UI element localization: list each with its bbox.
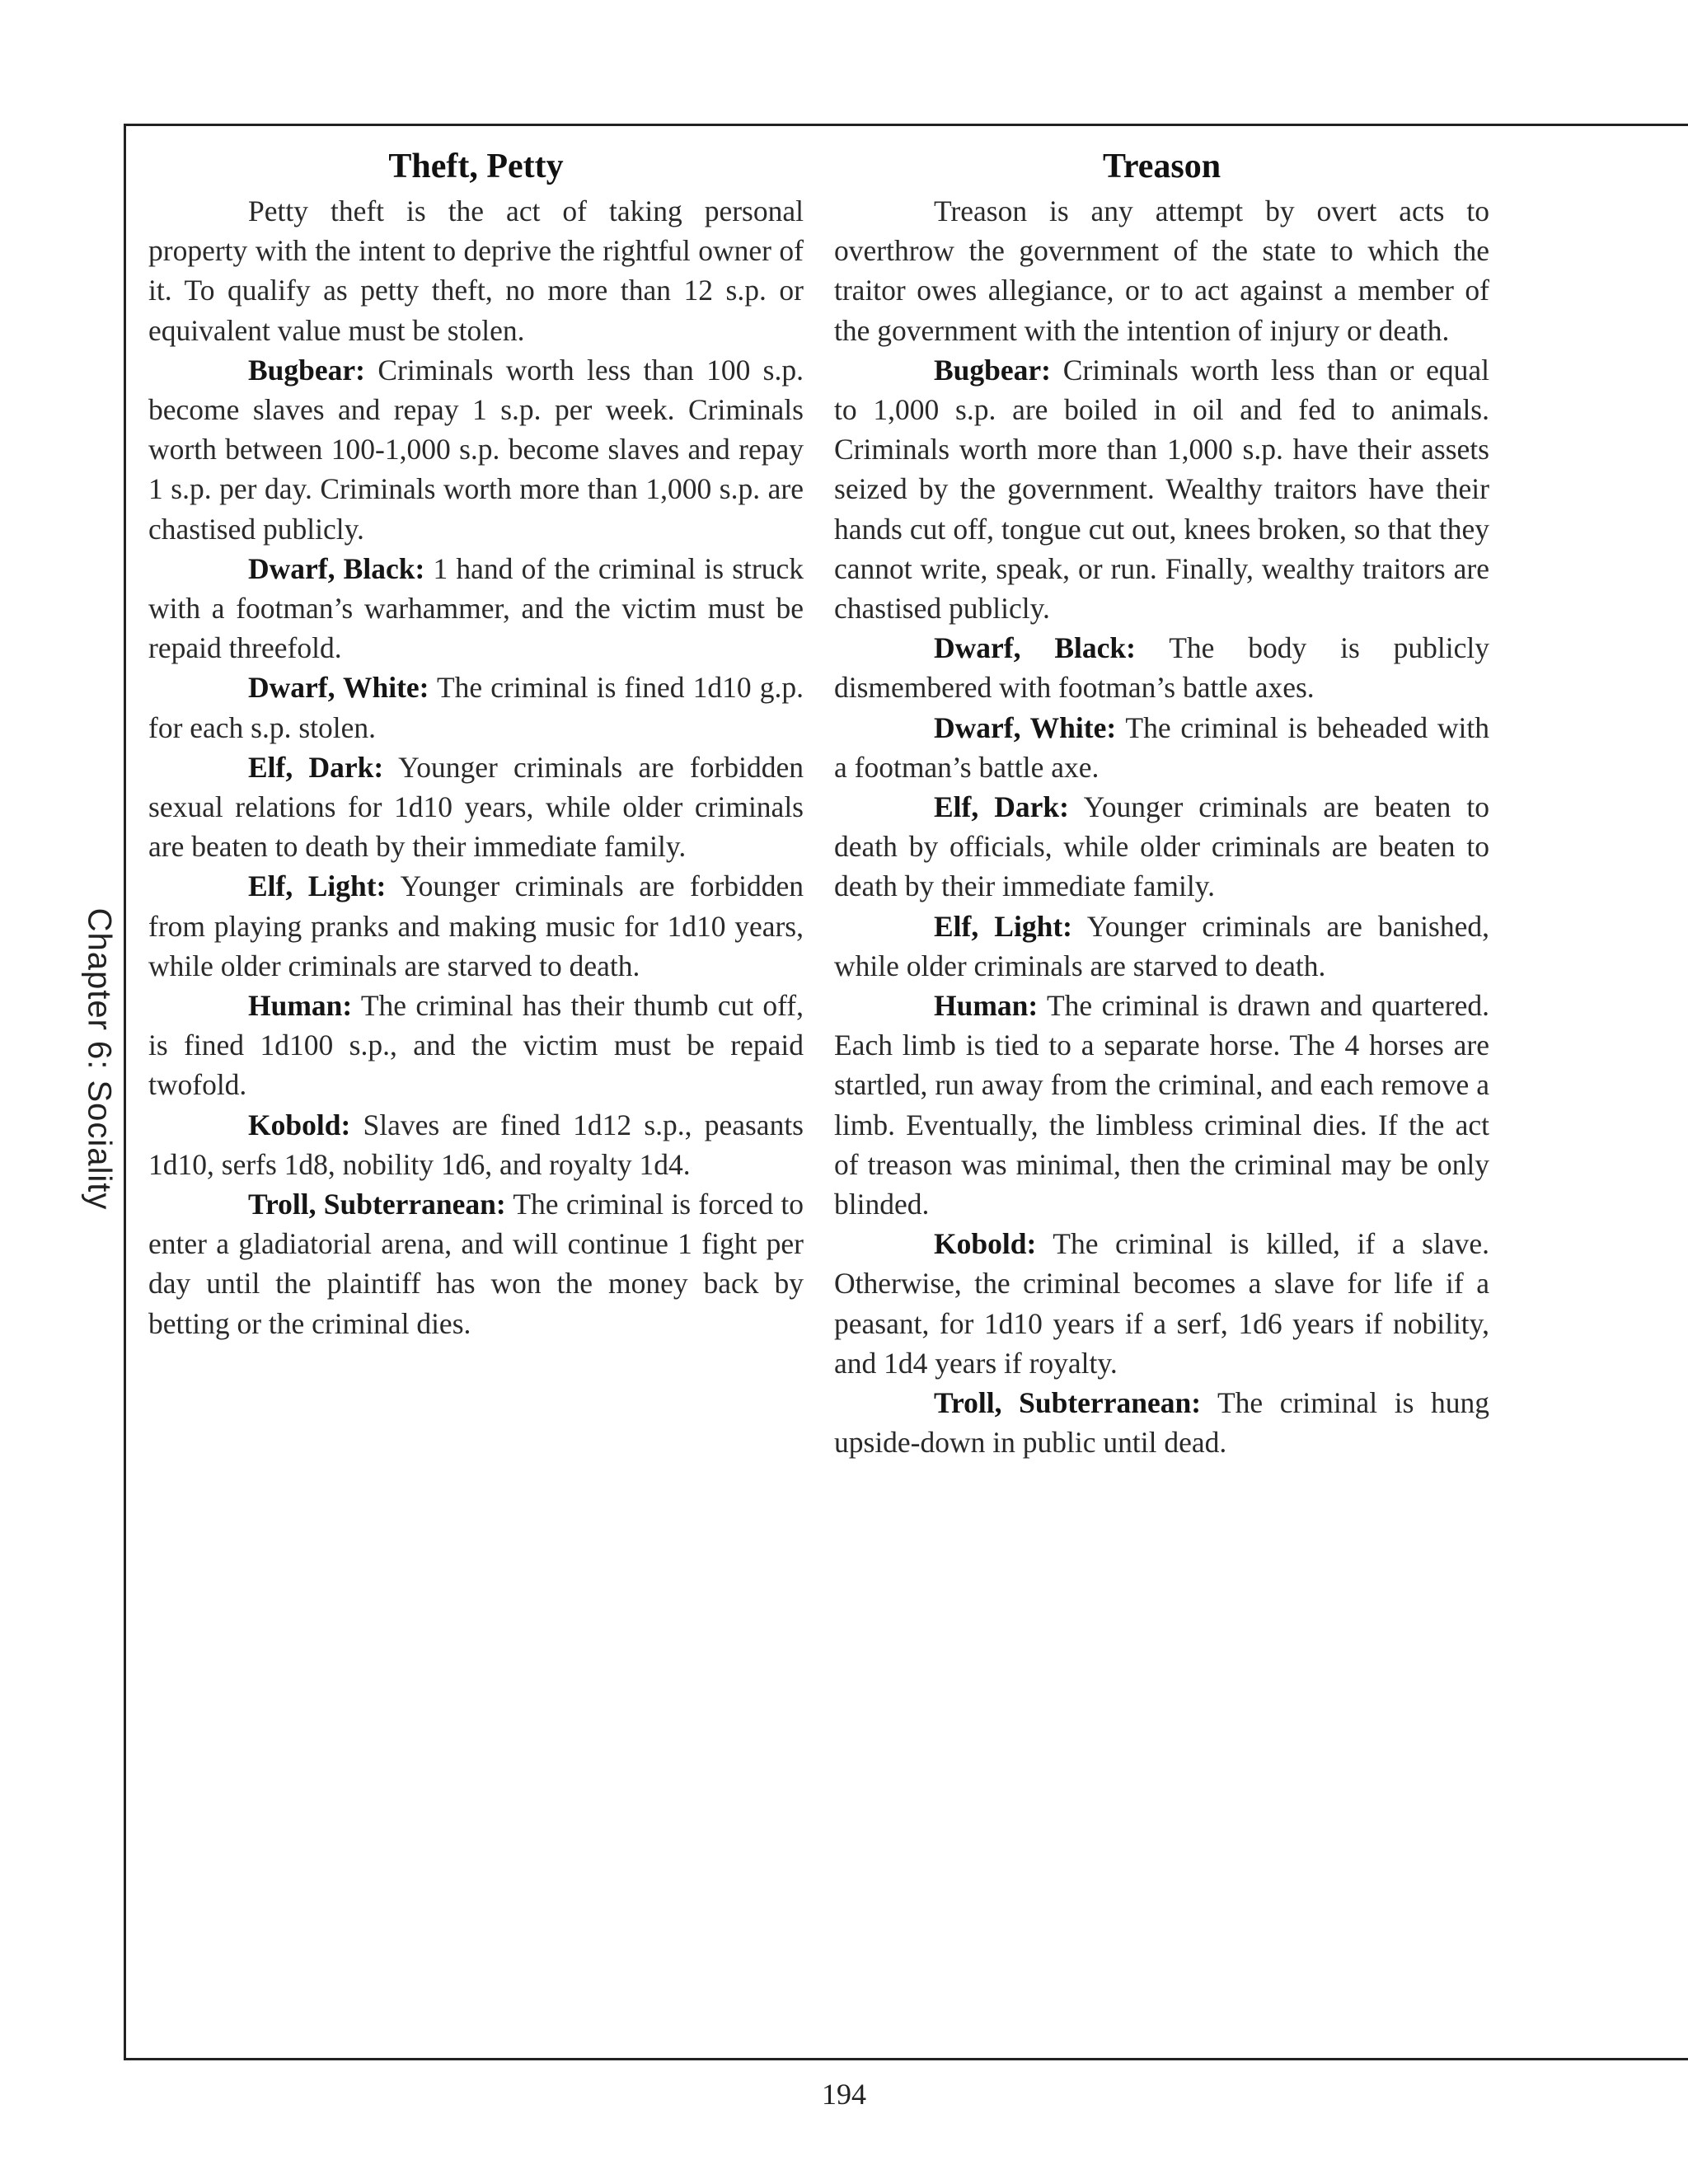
entry-term: Elf, Dark: xyxy=(248,750,384,784)
entry-term: Elf, Dark: xyxy=(934,790,1069,824)
entry-term: Elf, Light: xyxy=(248,869,387,903)
section-heading-treason: Treason xyxy=(1102,148,1221,185)
entry-term: Elf, Light: xyxy=(934,909,1072,943)
entry-text: Younger criminals are forbidden sexual relations for 1d10 years, while older criminals are beaten to death by their immediate family. xyxy=(148,750,804,864)
entry-text: Criminals worth less than 100 s.p. become slaves and repay 1 s.p. per week. Criminals worth between 100-1,000 s.p. become slaves and repay 1 s.p. per day. Criminals worth more than 1,000 s.p. are chastised publicly. xyxy=(148,353,804,546)
entry-term: Bugbear: xyxy=(934,353,1051,387)
entry-term: Troll, Subterranean: xyxy=(248,1188,506,1221)
entry-elf-light xyxy=(148,866,804,986)
entry-term: Dwarf, White: xyxy=(248,671,429,705)
entry-dwarf-black xyxy=(834,628,1489,707)
entry-text: The criminal is beheaded with a footman’s battle axe. xyxy=(834,710,1490,784)
entry-kobold xyxy=(834,1224,1489,1383)
entry-text: Younger criminals are beaten to death by officials, while older criminals are beaten to death by their immediate family. xyxy=(834,790,1489,903)
entry-term: Human: xyxy=(934,989,1039,1023)
entry-text: The criminal is drawn and quartered. Each limb is tied to a separate horse. The 4 horses are startled, run away from the criminal, and each remove a limb. Eventually, the limbless criminal dies. If the act of treason was minimal, then the criminal may be only blinded. xyxy=(834,989,1489,1221)
entry-bugbear xyxy=(148,350,804,549)
entry-human xyxy=(834,986,1489,1224)
entry-text: Younger criminals are banished, while older criminals are starved to death. xyxy=(834,909,1489,982)
entry-text: The criminal is hung upside-down in public until dead. xyxy=(834,1386,1489,1460)
entry-term: Troll, Subterranean: xyxy=(934,1386,1202,1420)
intro-paragraph: Treason is any attempt by overt acts to overthrow the government of the state to which the traitor owes allegiance, or to act against a member of the government with the intention of injury or death. xyxy=(834,194,1489,347)
left-column xyxy=(148,142,804,1343)
entry-troll-subterranean xyxy=(834,1383,1489,1462)
entry-troll-subterranean xyxy=(148,1184,804,1343)
entry-dwarf-white xyxy=(148,668,804,747)
entry-elf-dark xyxy=(148,748,804,867)
entry-kobold xyxy=(148,1105,804,1184)
entry-term: Kobold: xyxy=(934,1227,1037,1261)
entry-text: Criminals worth less than or equal to 1,000 s.p. are boiled in oil and fed to animals. Criminals worth more than 1,000 s.p. have their assets seized by the government. Wealthy traitors have their hands cut off, tongue cut out, knees broken, so that they cannot write, speak, or run. Finally, wealthy traitors are chastised publicly. xyxy=(834,353,1489,626)
entry-human xyxy=(148,986,804,1105)
entry-term: Bugbear: xyxy=(248,353,365,387)
entry-text: Younger criminals are forbidden from playing pranks and making music for 1d10 years, while older criminals are starved to death. xyxy=(148,869,804,982)
intro-paragraph: Petty theft is the act of taking personal property with the intent to deprive the rightful owner of it. To qualify as petty theft, no more than 12 s.p. or equivalent value must be stolen. xyxy=(148,194,804,347)
page-number: 194 xyxy=(822,2078,866,2111)
entry-text: The criminal has their thumb cut off, is fined 1d100 s.p., and the victim must be repaid twofold. xyxy=(148,989,804,1102)
entry-text: 1 hand of the criminal is struck with a footman’s warhammer, and the victim must be repaid threefold. xyxy=(148,551,804,665)
entry-text: Slaves are fined 1d12 s.p., peasants 1d10, serfs 1d8, nobility 1d6, and royalty 1d4. xyxy=(148,1108,804,1181)
entry-term: Dwarf, White: xyxy=(934,710,1117,744)
entry-term: Human: xyxy=(248,989,353,1023)
section-heading-theft-petty: Theft, Petty xyxy=(388,148,564,185)
entry-term: Dwarf, Black: xyxy=(248,551,425,585)
entry-text: The criminal is killed, if a slave. Otherwise, the criminal becomes a slave for life if a peasant, for 1d10 years if a serf, 1d6 years if nobility, and 1d4 years if royalty. xyxy=(834,1227,1489,1380)
entry-text: The criminal is forced to enter a gladiatorial arena, and will continue 1 fight per day until the plaintiff has won the money back by betting or the criminal dies. xyxy=(148,1188,804,1340)
entry-elf-dark xyxy=(834,787,1489,907)
entry-bugbear xyxy=(834,350,1489,628)
entry-dwarf-white xyxy=(834,708,1489,787)
entry-dwarf-black xyxy=(148,549,804,668)
entry-term: Kobold: xyxy=(248,1108,351,1141)
entry-term: Dwarf, Black: xyxy=(934,631,1136,665)
entry-text: The body is publicly dismembered with footman’s battle axes. xyxy=(834,631,1490,705)
right-column xyxy=(834,142,1489,1463)
entry-elf-light xyxy=(834,907,1489,986)
entry-text: The criminal is fined 1d10 g.p. for each s.p. stolen. xyxy=(148,671,804,744)
chapter-label: Chapter 6: Sociality xyxy=(81,907,118,1211)
